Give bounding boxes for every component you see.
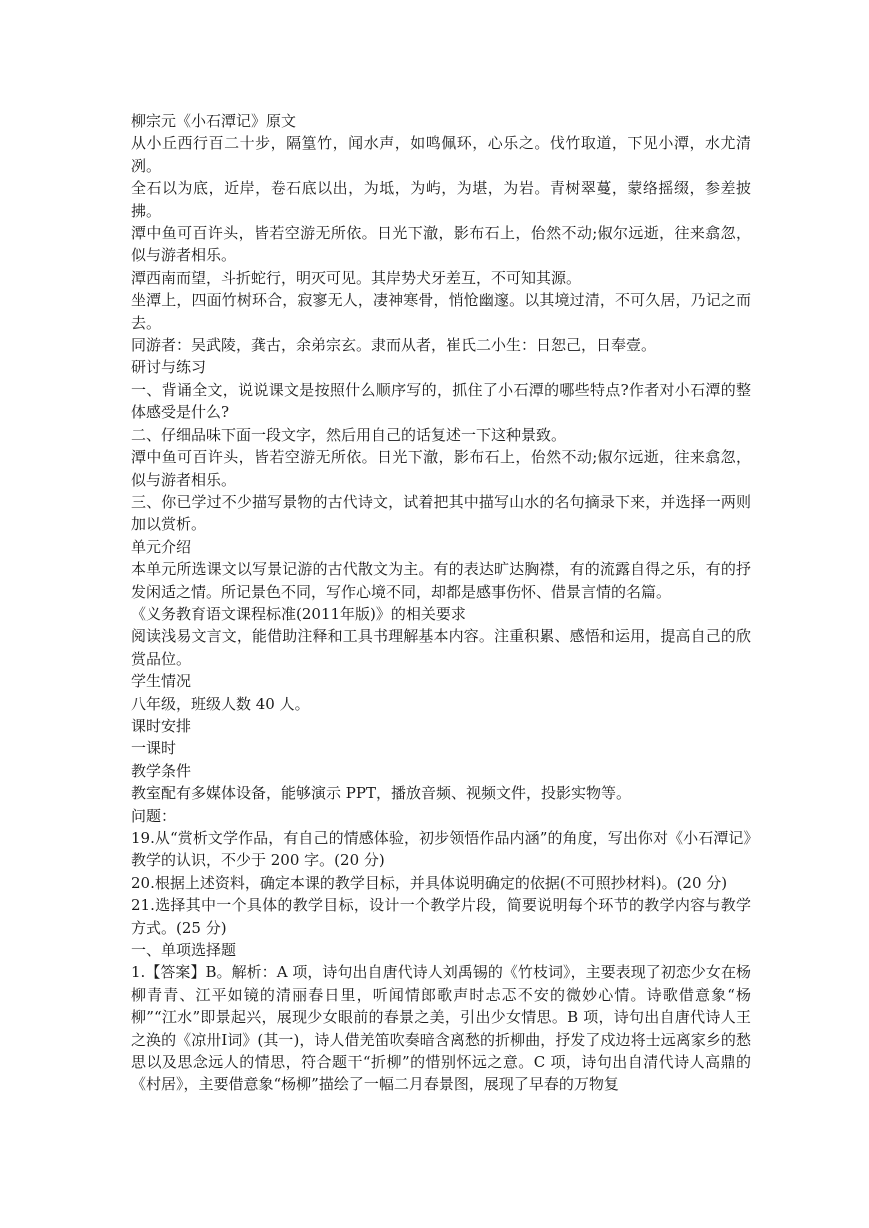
- question-item: 21.选择其中一个具体的教学目标，设计一个教学片段，简要说明每个环节的教学内容与教学方式。(25 分): [131, 896, 751, 937]
- text-line: 教室配有多媒体设备，能够演示 PPT，播放音频、视频文件，投影实物等。: [131, 784, 631, 803]
- section-heading: 学生情况: [131, 672, 192, 691]
- section-heading: 教学条件: [131, 761, 192, 780]
- section-heading: 单元介绍: [131, 537, 192, 556]
- text-line: 三、你已学过不少描写景物的古代诗文，试着把其中描写山水的名句摘录下来，并选择一两则加以赏析。: [131, 492, 751, 534]
- text-line: 从小丘西行百二十步，隔篁竹，闻水声，如鸣佩环，心乐之。伐竹取道，下见小潭，水尤清冽。: [131, 134, 751, 175]
- section-heading: 一、单项选择题: [131, 941, 237, 960]
- question-item: 20.根据上述资料，确定本课的教学目标，并具体说明确定的依据(不可照抄材料)。(20 分): [131, 873, 728, 892]
- text-line: 同游者：吴武陵，龚古，余弟宗玄。隶而从者，崔氏二小生：日恕己，日奉壹。: [131, 336, 657, 355]
- text-line: 潭中鱼可百许头，皆若空游无所依。日光下澈，影布石上，佁然不动;俶尔远逝，往来翕忽，似与游者相乐。: [131, 448, 751, 489]
- text-line: 阅读浅易文言文，能借助注释和工具书理解基本内容。注重积累、感悟和运用，提高自己的欣赏品位。: [131, 627, 751, 668]
- text-line: 柳宗元《小石潭记》原文: [131, 112, 297, 130]
- text-line: 八年级，班级人数 40 人。: [131, 694, 310, 713]
- question-item: 19.从“赏析文学作品，有自己的情感体验，初步领悟作品内涵”的角度，写出你对《小石潭记》教学的认识，不少于 200 字。(20 分): [131, 829, 751, 870]
- text-line: 潭中鱼可百许头，皆若空游无所依。日光下澈，影布石上，佁然不动;俶尔远逝，往来翕忽，似与游者相乐。: [131, 224, 751, 265]
- answer-item: 1.【答案】B。解析：A 项，诗句出自唐代诗人刘禹锡的《竹枝词》，主要表现了初恋少女在杨柳青青、江平如镜的清丽春日里，听闻情郎歌声时忐忑不安的微妙心情。诗歌借意象“杨柳”“江水”即景起兴，展现少女眼前的春景之美，引出少女情思。B 项，诗句出自唐代诗人王之涣的《凉卅Ⅰ词》(其一)，诗人借羌笛吹奏暗含离愁的折柳曲，抒发了戍边将士远离家乡的愁思以及思念远人的情思，符合题干“折柳”的惜别怀远之意。C 项，诗句出自清代诗人高鼎的《村居》，主要借意象“杨柳”描绘了一幅二月春景图，展现了早春的万物复: [131, 963, 751, 1094]
- text-line: 二、仔细品味下面一段文字，然后用自己的话复述一下这种景致。: [131, 425, 567, 444]
- text-line: 坐潭上，四面竹树环合，寂寥无人，凄神寒骨，悄怆幽邃。以其境过清，不可久居，乃记之而去。: [131, 291, 751, 332]
- text-line: 一课时: [131, 739, 177, 758]
- text-line: 一、背诵全文，说说课文是按照什么顺序写的，抓住了小石潭的哪些特点?作者对小石潭的整体感受是什么?: [131, 380, 751, 422]
- section-heading: 课时安排: [131, 716, 192, 735]
- section-heading: 《义务教育语文课程标准(2011年版)》的相关要求: [131, 604, 466, 623]
- text-line: 全石以为底，近岸，卷石底以出，为坻，为屿，为堪，为岩。青树翠蔓，蒙络摇缀，参差披拂。: [131, 179, 751, 220]
- text-line: 本单元所选课文以写景记游的古代散文为主。有的表达旷达胸襟，有的流露自得之乐，有的抒发闲适之情。所记景色不同，写作心境不同，却都是感事伤怀、借景言情的名篇。: [131, 560, 751, 601]
- document-page: [131, 110, 751, 1096]
- text-line: 潭西南而望，斗折蛇行，明灭可见。其岸势犬牙差互，不可知其源。: [131, 268, 582, 287]
- section-heading: 研讨与练习: [131, 358, 207, 377]
- section-heading: 问题：: [131, 806, 177, 825]
